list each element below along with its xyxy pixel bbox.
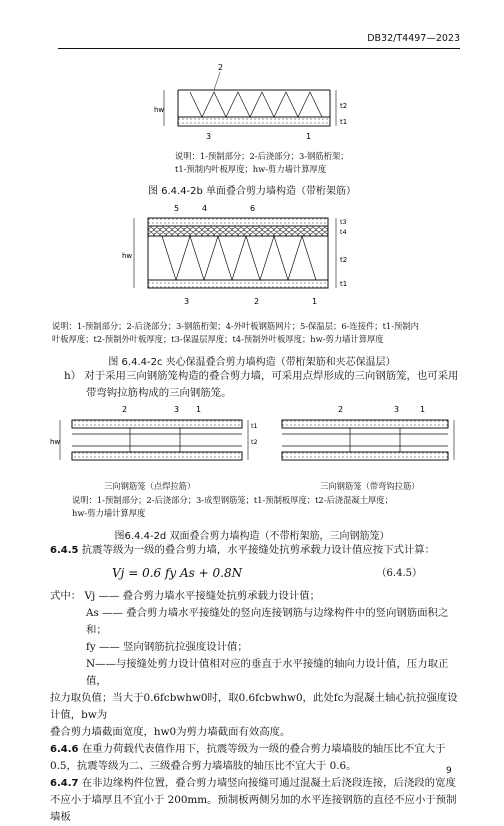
- label-t1: t1: [340, 280, 348, 288]
- label-3: 3: [394, 405, 400, 414]
- label-hw: hw: [50, 438, 61, 446]
- label-3: 3: [184, 297, 190, 306]
- clause-6-4-6: [50, 741, 462, 758]
- fig-b-note-line2: t1-预制内叶板厚度；hw-剪力墙计算厚度: [175, 164, 327, 174]
- label-t2: t2: [340, 256, 348, 264]
- clause-number: 6.4.5: [50, 545, 79, 556]
- label-t2: t2: [251, 438, 258, 446]
- fig-c-note-line2: 叶板厚度；t2-预制外叶板厚度；t3-保温层厚度；t4-预制外叶板厚度；hw-剪力墙计算厚度: [52, 334, 384, 344]
- figure-sandwich-wall: [112, 202, 372, 314]
- clause-text: 在非边缘构件位置，叠合剪力墙竖向接缝可通过混凝土后浇段连接，后浇段的宽度: [81, 777, 456, 789]
- figure-single-composite-wall: [150, 62, 360, 142]
- clause-6-4-7-cont: 不应小于墙厚且不宜小于 200mm。预制板两侧另加的水平连接钢筋的直径不应小于预制墙板: [50, 794, 457, 823]
- where-vj: 式中： Vj —— 叠合剪力墙水平接缝处抗剪承载力设计值；: [50, 590, 321, 602]
- clause-6-4-7: [50, 775, 462, 792]
- label-1: 1: [312, 297, 318, 306]
- clause-6-4-6-cont: 0.5，抗震等级为二、三级叠合剪力墙墙肢的轴压比不宜大于 0.6。: [50, 760, 357, 772]
- label-2: 2: [122, 405, 128, 414]
- where-n-cont2: 叠合剪力墙截面宽度，hw0为剪力墙截面有效高度。: [50, 726, 291, 738]
- fig-d-note-line1: 说明：1-预制部分；2-后浇部分；3-成型钢筋笼；t1-预制板厚度；t2-后浇混凝土厚度；: [72, 495, 393, 505]
- clause-number: 6.4.7: [50, 778, 79, 789]
- equation-number: （6.4.5）: [376, 568, 422, 579]
- label-1: 1: [306, 132, 312, 141]
- label-3: 3: [174, 405, 180, 414]
- label-t3: t3: [340, 218, 347, 226]
- clause-block: [50, 542, 462, 826]
- where-n: N——与接缝处剪力设计值相对应的垂直于水平接缝的轴向力设计值，压力取正值，: [86, 658, 449, 687]
- label-hw: hw: [122, 252, 133, 260]
- where-n-cont1: 拉力取负值；当大于0.6fcbwhw0时，取0.6fcbwhw0，此处fc为混凝土轴心抗拉强度设计值，bw为: [50, 692, 458, 721]
- standard-code: DB32/T4497—2023: [367, 33, 460, 44]
- fig-d-note: [72, 494, 472, 520]
- fig-c-note: [52, 320, 462, 346]
- clause-number: 6.4.6: [50, 744, 79, 755]
- label-6: 6: [250, 204, 256, 213]
- figure-double-composite-wall: [50, 400, 460, 480]
- header-rule: [58, 48, 460, 49]
- fig-d-sub-right: 三向钢筋笼（带弯钩拉筋）: [320, 481, 420, 491]
- fig-b-note: [175, 150, 349, 176]
- cage-right: [282, 405, 454, 460]
- page-number: 9: [446, 766, 452, 776]
- label-t1: t1: [340, 118, 348, 126]
- label-3: 3: [206, 132, 212, 141]
- label-2: 2: [218, 63, 224, 72]
- label-t2: t2: [340, 102, 348, 110]
- label-1: 1: [420, 405, 426, 414]
- label-hw: hw: [154, 106, 165, 114]
- label-1: 1: [196, 405, 202, 414]
- clause-6-4-5: [50, 542, 462, 559]
- fig-d-caption: 图6.4.4-2d 双面叠合剪力墙构造（不带桁架筋，三向钢筋笼）: [114, 531, 390, 542]
- fig-d-sub-left: 三向钢筋笼（点焊拉筋）: [104, 481, 196, 491]
- paragraph-h: [64, 368, 464, 402]
- fig-c-note-line1: 说明：1-预制部分；2-后浇部分；3-钢筋桁架；4-外叶板钢筋网片；5-保温层；6-连接件；t1-预制内: [52, 321, 419, 331]
- label-2: 2: [254, 297, 260, 306]
- where-as: As —— 叠合剪力墙水平接缝处的竖向连接钢筋与边缘构件中的竖向钢筋面积之和；: [86, 607, 449, 636]
- where-fy: fy —— 竖向钢筋抗拉强度设计值；: [86, 641, 248, 653]
- fig-c-caption: 图 6.4.4-2c 夹心保温叠合剪力墙构造（带桁架筋和夹芯保温层）: [108, 357, 396, 368]
- formula-6-4-5: [50, 559, 462, 588]
- label-t1: t1: [251, 422, 258, 430]
- fig-b-caption: 图 6.4.4-2b 单面叠合剪力墙构造（带桁架筋）: [147, 186, 357, 197]
- fig-b-note-line1: 说明：1-预制部分；2-后浇部分；3-钢筋桁架；: [175, 151, 349, 161]
- paragraph-h-line2: 带弯钩拉筋构成的三向钢筋笼。: [86, 387, 232, 399]
- label-t4: t4: [340, 228, 347, 236]
- label-4: 4: [202, 204, 208, 213]
- label-5: 5: [174, 204, 180, 213]
- clause-text: 抗震等级为一级的叠合剪力墙，水平接缝处抗剪承载力设计值应按下式计算：: [81, 544, 436, 556]
- fig-d-note-line2: hw-剪力墙计算厚度: [72, 508, 146, 518]
- formula: Vj = 0.6 fy As + 0.8N: [112, 566, 243, 580]
- cage-left: [50, 405, 258, 460]
- paragraph-h-line1: h） 对于采用三向钢筋笼构造的叠合剪力墙，可采用点焊形成的三向钢筋笼，也可采用: [64, 370, 459, 382]
- clause-text: 在重力荷载代表值作用下，抗震等级为一级的叠合剪力墙墙肢的轴压比不宜大于: [81, 743, 446, 755]
- label-2: 2: [338, 405, 344, 414]
